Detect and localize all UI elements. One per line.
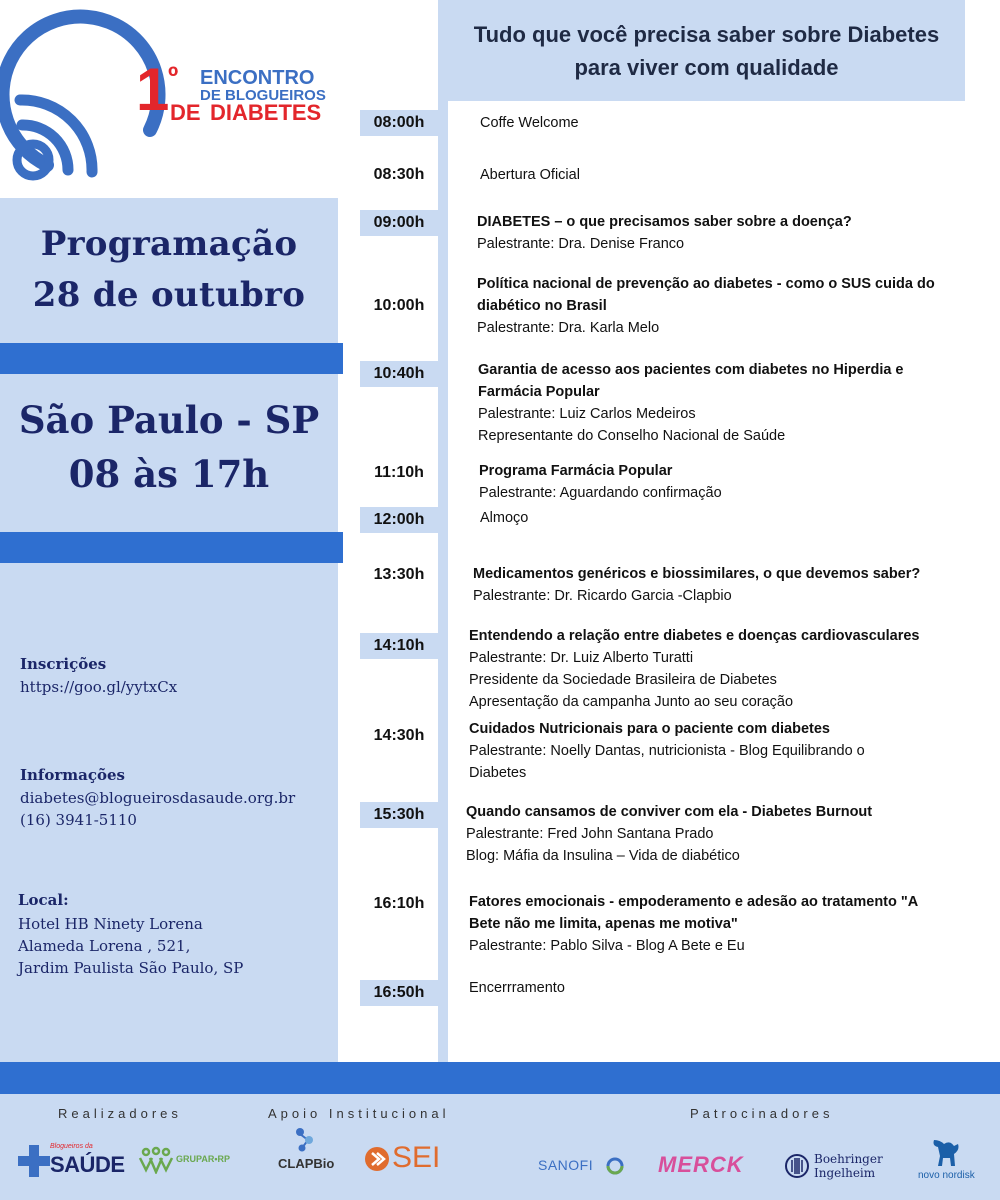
schedule-item: [480, 507, 960, 529]
inscricoes-label: Inscrições: [20, 655, 107, 673]
time-slot: 14:30h: [373, 727, 425, 744]
event-speaker: Palestrante: Fred John Santana Prado: [466, 826, 714, 842]
schedule-item: [469, 625, 989, 713]
event-speaker-role: Representante do Conselho Nacional de Saúde: [478, 428, 786, 444]
phone-number: (16) 3941-5110: [20, 811, 137, 829]
event-speaker-role: Presidente da Sociedade Brasileira de Diabetes: [469, 672, 777, 688]
logo-sanofi: SANOFI: [538, 1157, 594, 1173]
local-line: Jardim Paulista São Paulo, SP: [18, 959, 244, 977]
logo-sei: SEI: [392, 1141, 441, 1174]
apoio-heading: Apoio Institucional: [268, 1106, 450, 1121]
page-title: [474, 18, 939, 84]
title-line2: para viver com qualidade: [574, 54, 839, 80]
logo-saude: SAÚDE: [50, 1152, 125, 1177]
event-date: 28 de outubro: [32, 275, 306, 315]
page-header: [448, 0, 965, 101]
event-speaker: Palestrante: Noelly Dantas, nutricionista - Blog Equilibrando o Diabetes: [469, 743, 865, 781]
blogueiros-saude-logo: [18, 1143, 125, 1179]
divider-band: [0, 532, 343, 563]
schedule-item: [477, 273, 937, 339]
left-gap: [0, 198, 338, 343]
footer-band: [0, 1062, 1000, 1094]
cross-icon: [18, 1145, 50, 1177]
event-speaker: Palestrante: Dra. Denise Franco: [477, 236, 685, 252]
schedule-item: [469, 891, 929, 957]
event-title: DIABETES – o que precisamos saber sobre a doença?: [477, 214, 852, 230]
time-slot: 16:50h: [360, 980, 438, 1006]
event-title: Cuidados Nutricionais para o paciente com diabetes: [469, 721, 830, 737]
event-hours: 08 às 17h: [68, 452, 270, 496]
event-title: Entendendo a relação entre diabetes e doenças cardiovasculares: [469, 628, 920, 644]
realizadores-heading: Realizadores: [58, 1106, 182, 1121]
local-label: Local:: [18, 891, 69, 909]
schedule-item: [480, 112, 960, 134]
logo-novo: novo nordisk: [918, 1170, 975, 1181]
event-title: Programa Farmácia Popular: [479, 463, 673, 479]
local-line: Hotel HB Ninety Lorena: [18, 915, 203, 933]
schedule-item: [479, 460, 959, 504]
event-text: Abertura Oficial: [480, 167, 580, 183]
time-slot: 16:10h: [373, 895, 425, 912]
schedule-item: [478, 359, 938, 447]
event-blog: Blog: Máfia da Insulina – Vida de diabético: [466, 848, 740, 864]
grupar-logo: [138, 1146, 238, 1176]
event-title: Garantia de acesso aos pacientes com diabetes no Hiperdia e Farmácia Popular: [478, 362, 904, 400]
time-slot: 14:10h: [360, 633, 438, 659]
event-title: Medicamentos genéricos e biossimilares, o que devemos saber?: [473, 566, 921, 582]
event-title: Quando cansamos de conviver com ela - Diabetes Burnout: [466, 804, 873, 820]
sanofi-logo: [538, 1157, 628, 1177]
event-logo: [0, 0, 340, 195]
schedule-item: [469, 718, 919, 784]
event-text: Almoço: [480, 510, 529, 526]
time-slot: 10:40h: [360, 361, 438, 387]
schedule-item: [466, 801, 966, 867]
logo-number: 1: [136, 56, 170, 123]
programacao-title: Programação: [40, 224, 298, 264]
time-slot: 09:00h: [360, 210, 438, 236]
logo-merck: MERCK: [658, 1152, 744, 1177]
time-slot: 13:30h: [373, 566, 425, 583]
schedule-item: [469, 977, 949, 999]
logo-line3a: DE: [170, 100, 201, 125]
schedule-item: [480, 164, 960, 186]
event-text: Encerrramento: [469, 980, 565, 996]
patrocinadores-heading: Patrocinadores: [690, 1106, 834, 1121]
event-note: Apresentação da campanha Junto ao seu coração: [469, 694, 794, 710]
sanofi-mark-icon: [606, 1157, 624, 1175]
logo-grupar: GRUPAR•RP: [176, 1154, 230, 1164]
event-speaker: Palestrante: Pablo Silva - Blog A Bete e Eu: [469, 938, 745, 954]
event-text: Coffe Welcome: [480, 115, 579, 131]
event-speaker: Palestrante: Dr. Ricardo Garcia -Clapbio: [473, 588, 732, 604]
informacoes-label: Informações: [20, 766, 125, 784]
event-title: Fatores emocionais - empoderamento e adesão ao tratamento "A Bete não me limita, apenas me motiva": [469, 894, 918, 932]
logo-saude-small: Blogueiros da: [50, 1143, 93, 1150]
event-city: São Paulo - SP: [18, 398, 320, 442]
logo-clapbio: CLAPBio: [278, 1156, 335, 1171]
logo-line1: ENCONTRO: [200, 67, 315, 89]
logo-line3b: DIABETES: [210, 100, 322, 125]
sei-logo: [364, 1142, 444, 1178]
bull-icon: [930, 1136, 964, 1168]
logo-boehringer2: Ingelheim: [814, 1166, 876, 1180]
event-speaker: Palestrante: Aguardando confirmação: [479, 485, 722, 501]
clapbio-logo: [278, 1126, 338, 1174]
wifi-signal-icon: [0, 0, 200, 195]
vertical-divider: [438, 0, 448, 1062]
title-line1: Tudo que você precisa saber sobre Diabetes: [473, 21, 940, 47]
people-icon: [138, 1146, 174, 1174]
local-line: Alameda Lorena , 521,: [18, 937, 191, 955]
time-slot: 12:00h: [360, 507, 438, 533]
time-slot: 08:00h: [360, 110, 438, 136]
time-slot: 15:30h: [360, 802, 438, 828]
time-slot: 10:00h: [373, 297, 425, 314]
email-link[interactable]: diabetes@blogueirosdasaude.org.br: [20, 789, 296, 807]
event-title: Política nacional de prevenção ao diabetes - como o SUS cuida do diabético no Brasil: [477, 276, 935, 314]
event-speaker: Palestrante: Dr. Luiz Alberto Turatti: [469, 650, 694, 666]
logo-line2: DE BLOGUEIROS: [200, 87, 326, 104]
inscricoes-link[interactable]: https://goo.gl/yytxCx: [20, 678, 178, 696]
event-speaker: Palestrante: Dra. Karla Melo: [477, 320, 660, 336]
event-speaker: Palestrante: Luiz Carlos Medeiros: [478, 406, 696, 422]
schedule-item: [477, 211, 967, 255]
time-slot: 08:30h: [373, 166, 425, 183]
schedule-item: [473, 563, 973, 607]
logo-boehringer1: Boehringer: [814, 1152, 883, 1166]
boehringer-logo: [784, 1150, 894, 1184]
logo-ordinal: º: [168, 61, 179, 92]
boehringer-mark-icon: [784, 1153, 810, 1179]
time-slot: 11:10h: [374, 464, 424, 481]
novo-nordisk-logo: [918, 1136, 988, 1186]
arrow-icon: [364, 1146, 390, 1172]
molecule-icon: [292, 1126, 318, 1152]
divider-band: [0, 343, 343, 374]
